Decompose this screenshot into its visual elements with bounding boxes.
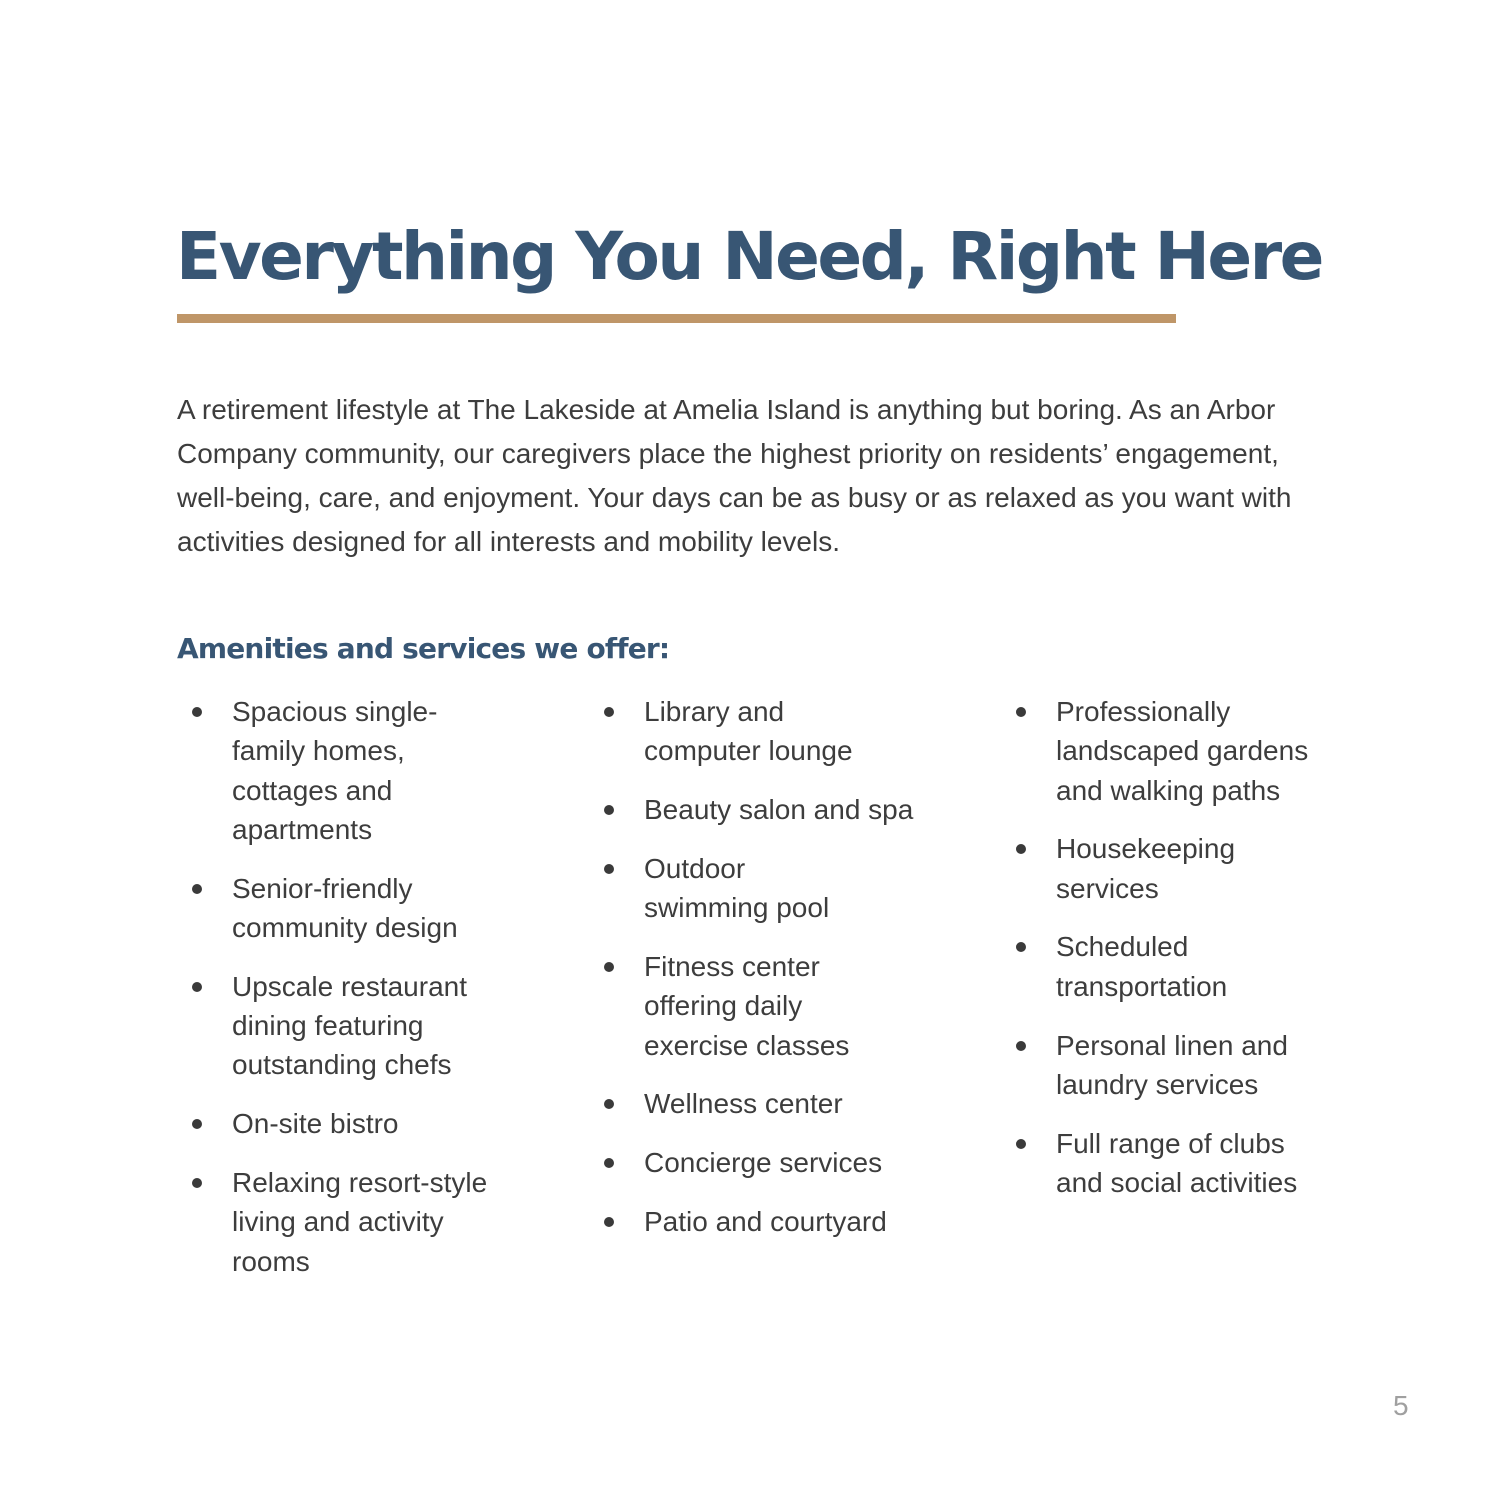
list-item: On-site bistro [177, 1104, 492, 1143]
amenities-heading: Amenities and services we offer: [177, 632, 670, 665]
list-item: Beauty salon and spa [589, 790, 934, 829]
list-item: Housekeeping services [1001, 829, 1256, 908]
list-item: Outdoor swimming pool [589, 849, 869, 928]
list-item: Patio and courtyard [589, 1202, 934, 1241]
amenities-column-1 [177, 692, 537, 1300]
amenities-column-3 [1001, 692, 1321, 1222]
title-underline-divider [177, 314, 1176, 323]
list-item: Upscale restaurant dining featuring outstanding chefs [177, 967, 492, 1085]
list-item: Personal linen and laundry services [1001, 1026, 1311, 1105]
intro-paragraph: A retirement lifestyle at The Lakeside at Amelia Island is anything but boring. As an Arbor Company community, our caregivers place the highest priority on residents’ engagement, well-being, care, and enjoyment. Your days can be as busy or as relaxed as you want with activities designed for all interests and mobility levels. [177, 394, 1292, 557]
list-item: Full range of clubs and social activities [1001, 1124, 1321, 1203]
list-item: Concierge services [589, 1143, 934, 1182]
page-title: Everything You Need, Right Here [176, 218, 1322, 295]
list-item: Scheduled transportation [1001, 927, 1276, 1006]
list-item: Professionally landscaped gardens and walking paths [1001, 692, 1321, 810]
page-number: 5 [1393, 1390, 1409, 1421]
list-item: Senior-friendly community design [177, 869, 492, 948]
amenities-column-2 [589, 692, 949, 1261]
list-item: Library and computer lounge [589, 692, 869, 771]
list-item: Spacious single-family homes, cottages and apartments [177, 692, 492, 849]
list-item: Wellness center [589, 1084, 934, 1123]
list-item: Fitness center offering daily exercise classes [589, 947, 869, 1065]
list-item: Relaxing resort-style living and activity rooms [177, 1163, 502, 1281]
